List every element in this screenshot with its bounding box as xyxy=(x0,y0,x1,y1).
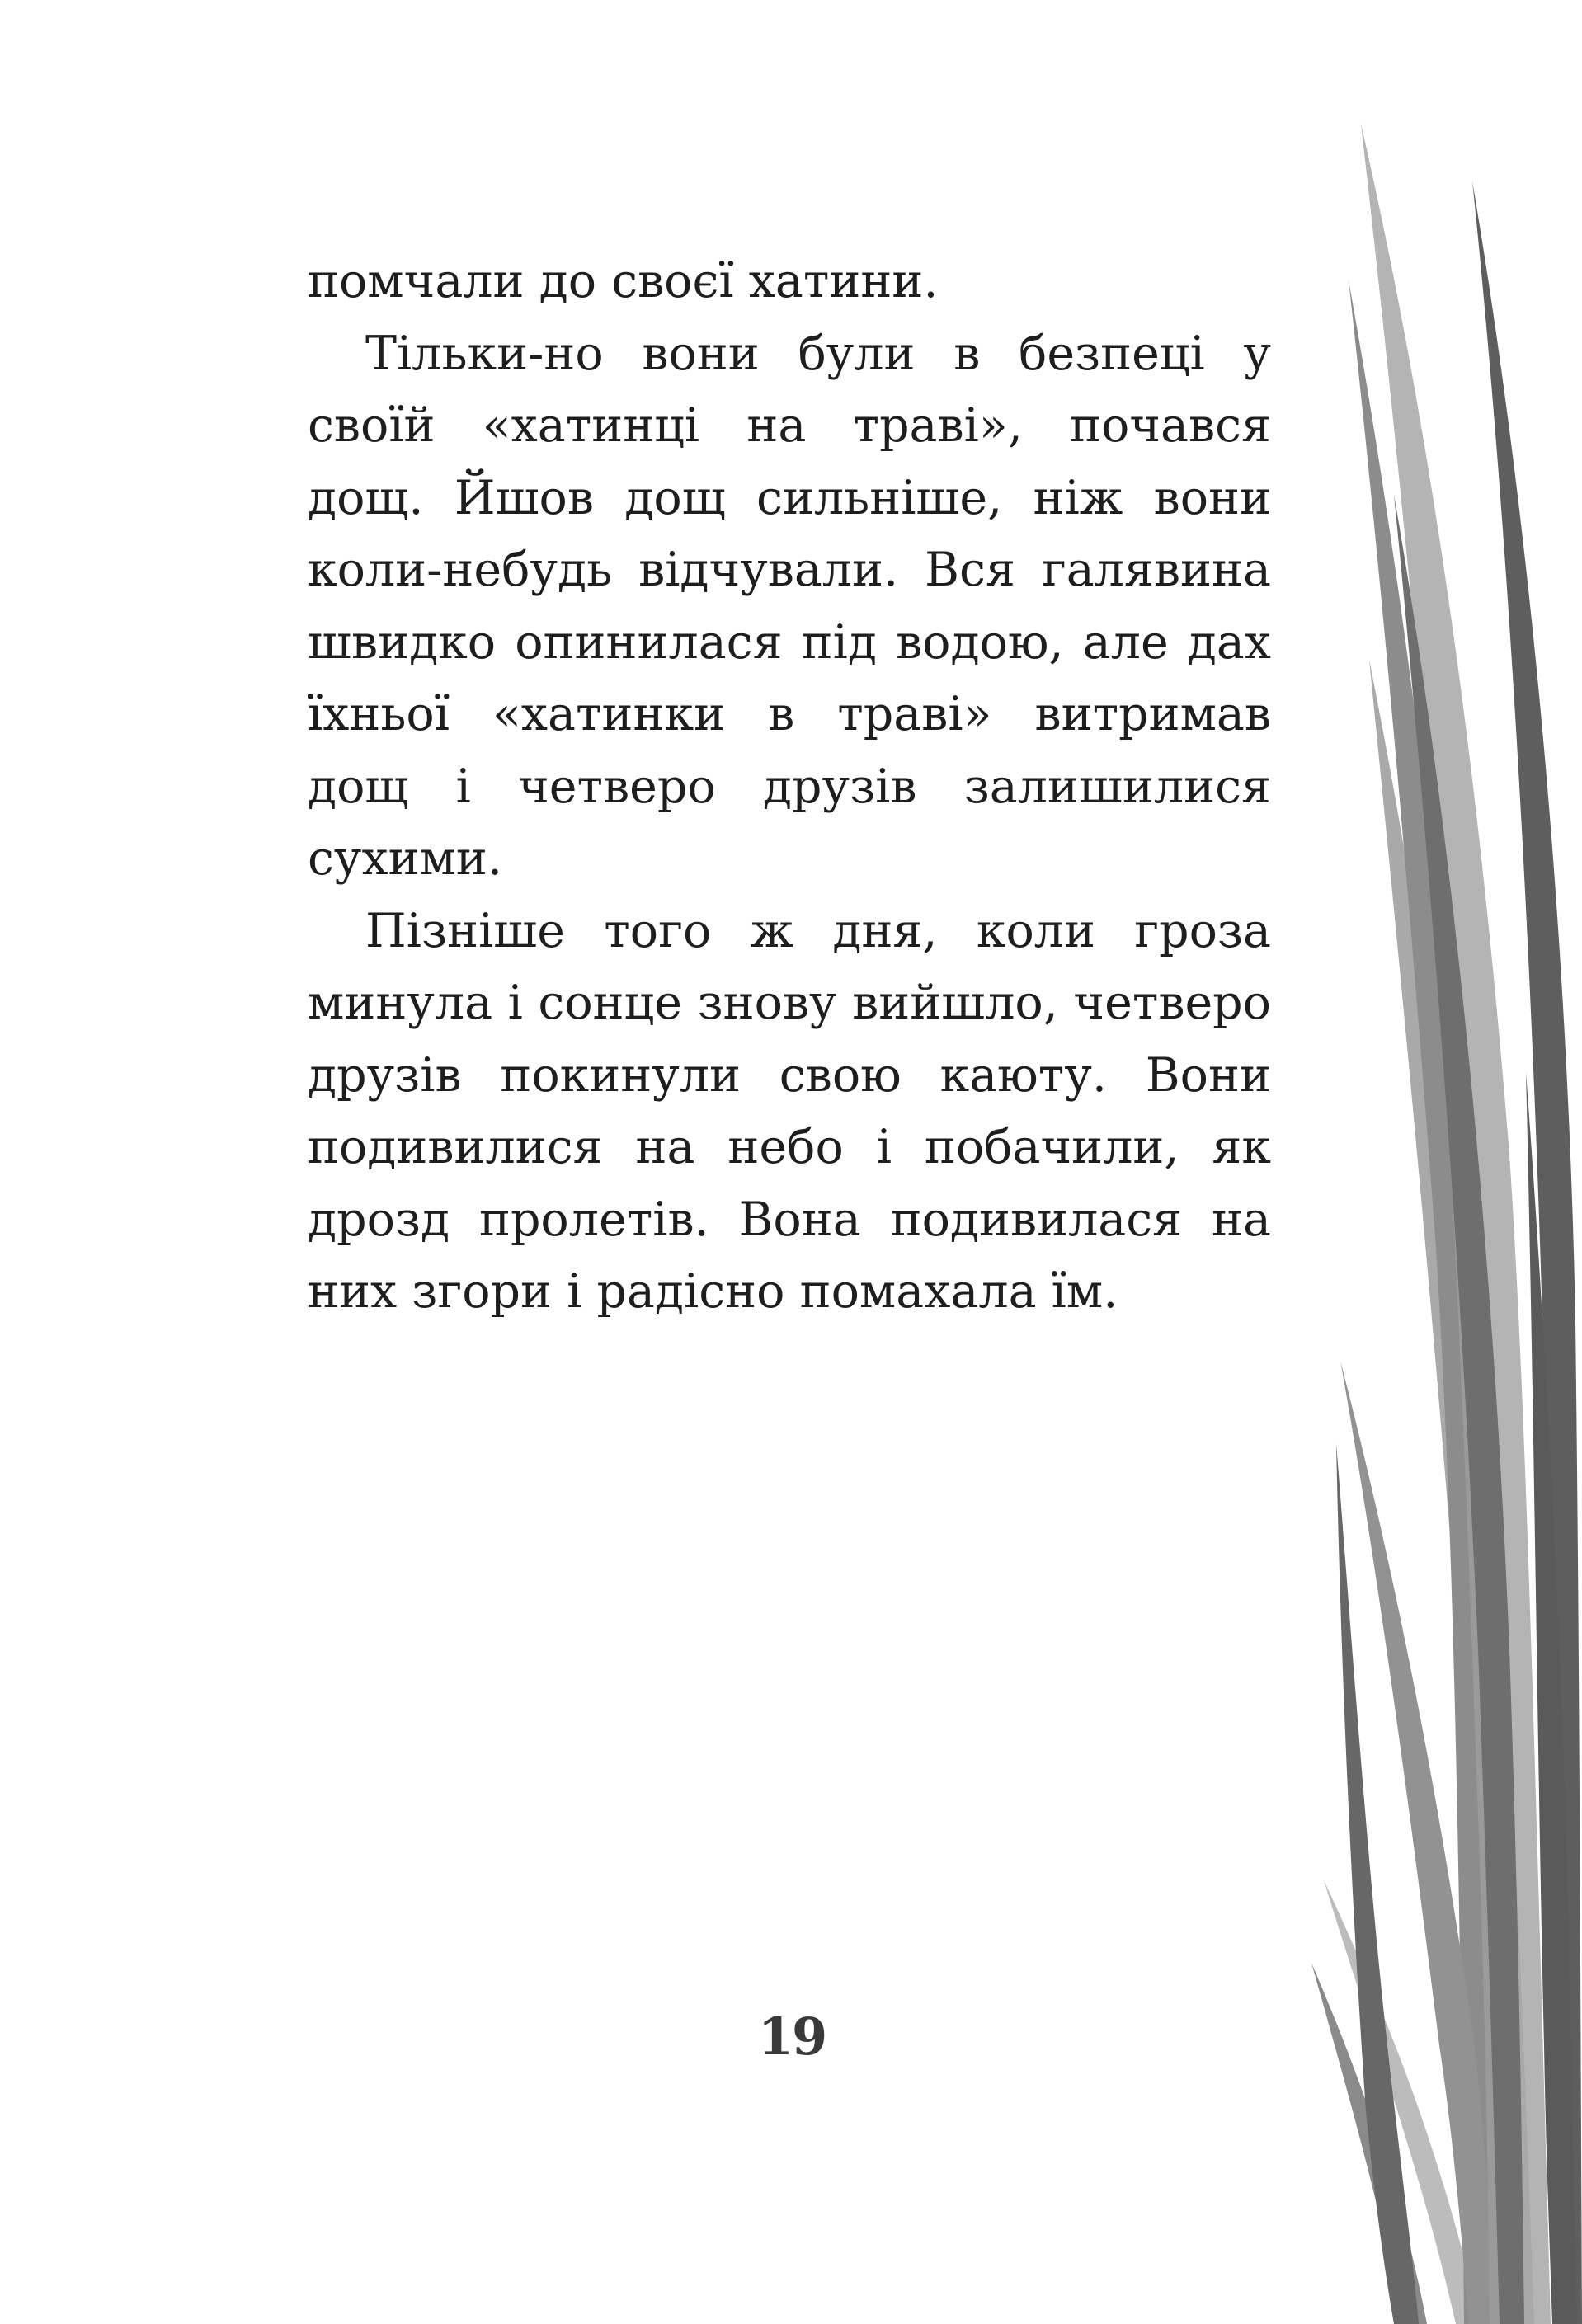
grass-blades-illustration xyxy=(1303,0,1582,2324)
paragraph-after-storm: Пізніше того ж дня, коли гроза минула і сонце знову вийшло, четверо друзів покинули свою каюту. Вони подивилися на небо і побачили, як дрозд пролетів. Вона подивилася на них згори і радісно помахала їм. xyxy=(308,903,1271,1319)
paragraph-rain: Тільки-но вони були в безпеці у своїй «хатинці на траві», почався дощ. Йшов дощ сильніше, ніж вони коли-небудь відчували. Вся галявина швидко опинилася під водою, але дах їхньої «хатинки в траві» витримав дощ і четверо друзів залишилися сухими. xyxy=(308,326,1271,886)
page-number: 19 xyxy=(757,2006,826,2067)
paragraph-continuation: помчали до своєї хатини. xyxy=(308,254,939,308)
body-text xyxy=(308,246,1271,1329)
